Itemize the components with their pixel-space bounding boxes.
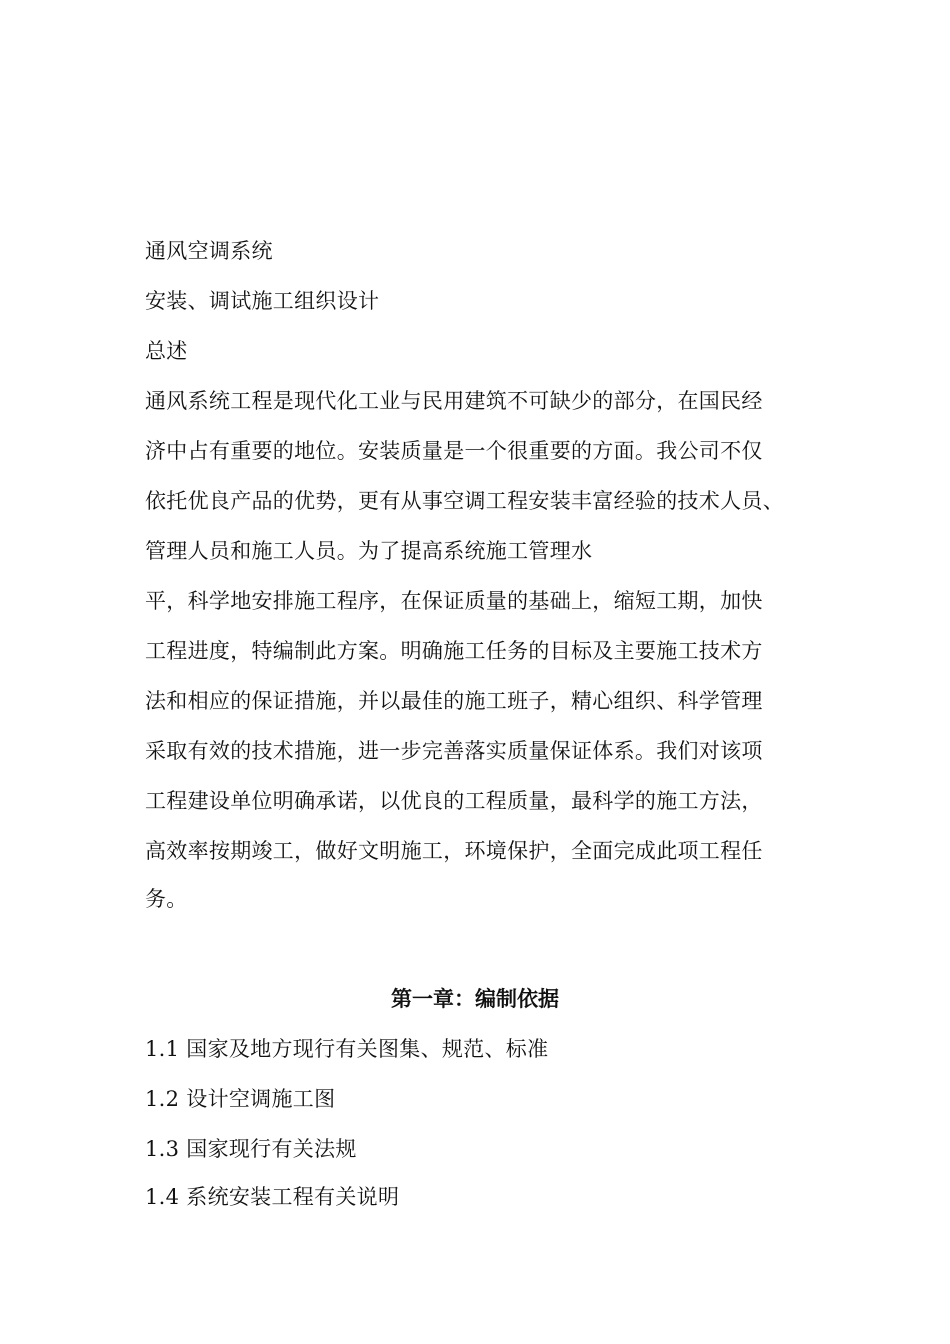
body-line: 济中占有重要的地位。安装质量是一个很重要的方面。我公司不仅 (145, 439, 763, 463)
body-line: 法和相应的保证措施，并以最佳的施工班子，精心组织、科学管理 (145, 689, 763, 713)
body-line: 依托优良产品的优势，更有从事空调工程安装丰富经验的技术人员、 (145, 489, 784, 513)
body-line: 通风系统工程是现代化工业与民用建筑不可缺少的部分，在国民经 (145, 389, 763, 413)
document-subtitle: 安装、调试施工组织设计 (145, 289, 380, 313)
section-heading: 总述 (145, 339, 188, 363)
list-item: 1.3 国家现行有关法规 (145, 1137, 357, 1161)
list-item: 1.4 系统安装工程有关说明 (145, 1185, 400, 1209)
body-line: 工程进度，特编制此方案。明确施工任务的目标及主要施工技术方 (145, 639, 763, 663)
body-line: 管理人员和施工人员。为了提高系统施工管理水 (145, 539, 593, 563)
body-line: 工程建设单位明确承诺，以优良的工程质量，最科学的施工方法， (145, 789, 763, 813)
document-title: 通风空调系统 (145, 239, 273, 263)
body-line: 平，科学地安排施工程序，在保证质量的基础上，缩短工期，加快 (145, 589, 763, 613)
body-line: 高效率按期竣工，做好文明施工，环境保护，全面完成此项工程任 (145, 839, 763, 863)
body-line: 采取有效的技术措施，进一步完善落实质量保证体系。我们对该项 (145, 739, 763, 763)
body-line: 务。 (145, 887, 188, 911)
list-item: 1.2 设计空调施工图 (145, 1087, 336, 1111)
list-item: 1.1 国家及地方现行有关图集、规范、标准 (145, 1037, 549, 1061)
chapter-heading: 第一章：编制依据 (391, 986, 559, 1011)
